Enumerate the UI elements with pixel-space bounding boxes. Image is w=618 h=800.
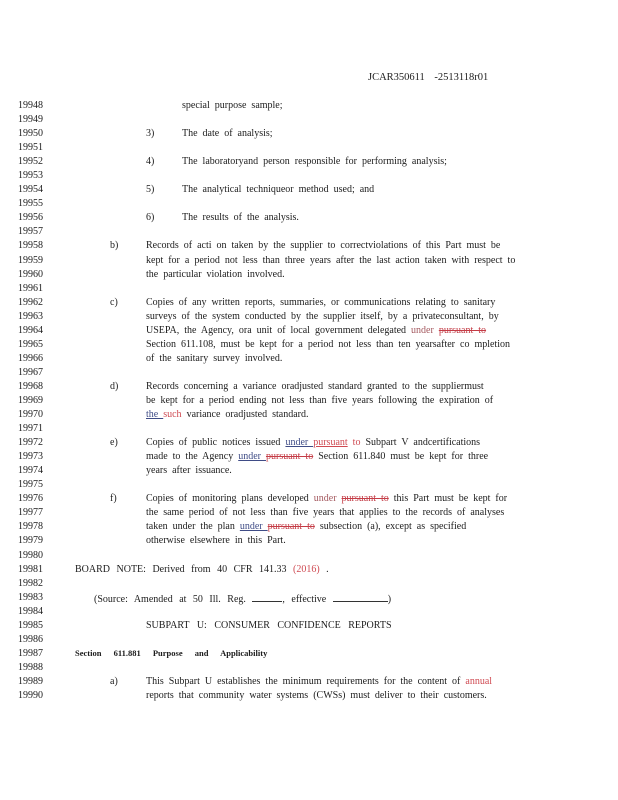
line-number: 19968 xyxy=(18,380,43,392)
inserted-text: the xyxy=(146,409,164,421)
line-number: 19969 xyxy=(18,394,43,406)
line-number: 19976 xyxy=(18,493,43,505)
document-line xyxy=(0,535,618,549)
line-text xyxy=(146,690,487,701)
line-number: 19948 xyxy=(18,100,43,111)
deleted-text: pursuant to xyxy=(267,521,315,533)
document-body xyxy=(0,100,618,704)
line-text xyxy=(146,465,232,476)
inserted-text: under xyxy=(239,521,268,533)
document-line xyxy=(0,325,618,339)
list-label: 5) xyxy=(146,184,155,196)
document-line xyxy=(0,100,618,114)
document-line xyxy=(0,226,618,240)
document-line xyxy=(0,240,618,254)
line-number: 19977 xyxy=(18,507,43,519)
line-number: 19978 xyxy=(18,521,43,533)
text-run: Records of acti on taken by the supplier to correctviolations of this Part must be xyxy=(146,240,501,252)
line-number: 19974 xyxy=(18,465,43,477)
line-number: 19983 xyxy=(18,591,43,603)
line-number: 19955 xyxy=(18,198,43,210)
text-run: surveys of the system conducted by the supplier itself, by a privateconsultant, by xyxy=(146,310,499,322)
text-run: Copies of any written reports, summaries, or communications relating to sanitary xyxy=(146,296,496,308)
document-line xyxy=(0,156,618,170)
line-number: 19990 xyxy=(18,689,43,701)
line-number: 19963 xyxy=(18,310,43,322)
document-line xyxy=(0,339,618,353)
document-line xyxy=(0,550,618,564)
line-text xyxy=(182,100,283,111)
text-run: The laboratoryand person responsible for performing analysis; xyxy=(182,156,447,168)
text-run: variance oradjusted standard. xyxy=(181,409,309,421)
line-text xyxy=(146,325,486,336)
line-text xyxy=(146,409,308,420)
line-number: 19958 xyxy=(18,240,43,252)
line-text xyxy=(146,269,285,280)
line-number: 19967 xyxy=(18,366,43,378)
line-text xyxy=(146,507,504,518)
text-run: subsection (a), except as specified xyxy=(314,521,467,533)
document-line xyxy=(0,437,618,451)
line-number: 19973 xyxy=(18,451,43,463)
line-text xyxy=(182,128,273,139)
document-line xyxy=(0,395,618,409)
deleted-text: pursuant to xyxy=(265,451,314,463)
revision-text: under xyxy=(313,493,342,505)
line-number: 19951 xyxy=(18,142,43,154)
line-number: 19980 xyxy=(18,549,43,561)
revision-text: pursuant xyxy=(313,437,348,449)
text-run: taken under the plan xyxy=(146,521,240,533)
text-run: this Part must be kept for xyxy=(388,493,508,505)
document-line xyxy=(0,634,618,648)
inserted-text: under xyxy=(285,437,314,449)
line-number: 19954 xyxy=(18,184,43,196)
line-number: 19970 xyxy=(18,409,43,421)
blank-underline xyxy=(252,592,282,602)
document-line xyxy=(0,311,618,325)
line-number: 19988 xyxy=(18,661,43,673)
text-run: Section 611.840 must be kept for three xyxy=(313,451,489,463)
text-run: the particular violation involved. xyxy=(146,268,285,280)
line-text xyxy=(146,451,488,462)
list-label: f) xyxy=(110,493,117,505)
line-number: 19953 xyxy=(18,170,43,182)
line-text xyxy=(146,493,507,504)
text-run: The results of the analysis. xyxy=(182,212,299,224)
document-line xyxy=(0,479,618,493)
line-number: 19971 xyxy=(18,423,43,435)
document-line xyxy=(0,662,618,676)
document-line xyxy=(0,648,618,662)
document-line xyxy=(0,465,618,479)
line-number: 19964 xyxy=(18,324,43,336)
document-line xyxy=(0,521,618,535)
text-run: ) xyxy=(387,593,392,605)
text-run: Section 611.108, must be kept for a period not less than ten yearsafter co mpletion xyxy=(146,338,510,350)
document-line xyxy=(0,297,618,311)
text-run: The analytical techniqueor method used; and xyxy=(182,184,375,196)
text-run: special purpose sample; xyxy=(182,100,283,111)
list-label: 4) xyxy=(146,156,155,168)
document-line xyxy=(0,578,618,592)
document-line xyxy=(0,212,618,226)
document-line xyxy=(0,367,618,381)
text-run: . xyxy=(319,563,329,575)
revision-text: to xyxy=(347,437,366,449)
list-label: a) xyxy=(110,675,118,687)
document-line xyxy=(0,170,618,184)
line-text xyxy=(146,437,480,448)
document-line xyxy=(0,620,618,634)
line-number: 19981 xyxy=(18,563,43,575)
list-label: 3) xyxy=(146,128,155,140)
document-line xyxy=(0,269,618,283)
text-run: kept for a period not less than three years after the last action taken with respect to xyxy=(146,254,516,266)
deleted-text: pursuant to xyxy=(438,324,487,336)
revision-text: under xyxy=(411,324,439,336)
inserted-text: under xyxy=(238,451,266,463)
line-number: 19989 xyxy=(18,675,43,687)
document-line xyxy=(0,606,618,620)
line-text xyxy=(94,592,391,605)
line-number: 19987 xyxy=(18,647,43,659)
line-number: 19972 xyxy=(18,437,43,449)
document-line xyxy=(0,381,618,395)
line-number: 19956 xyxy=(18,212,43,224)
text-run: the same period of not less than five years that applies to the records of analyses xyxy=(146,507,505,519)
line-number: 19986 xyxy=(18,633,43,645)
text-run: of the sanitary survey involved. xyxy=(146,352,283,364)
list-label: 6) xyxy=(146,212,155,224)
list-label: e) xyxy=(110,437,118,449)
text-run: The date of analysis; xyxy=(182,128,273,140)
line-number: 19984 xyxy=(18,605,43,617)
line-text xyxy=(182,184,374,195)
line-number: 19975 xyxy=(18,479,43,491)
list-label: c) xyxy=(110,296,118,308)
document-line xyxy=(0,451,618,465)
document-line xyxy=(0,507,618,521)
document-line xyxy=(0,198,618,212)
line-number: 19965 xyxy=(18,338,43,350)
document-line xyxy=(0,592,618,606)
line-number: 19952 xyxy=(18,156,43,168)
line-number: 19959 xyxy=(18,254,43,266)
document-line xyxy=(0,142,618,156)
line-number: 19949 xyxy=(18,114,43,126)
line-number: 19962 xyxy=(18,296,43,308)
line-text xyxy=(75,648,267,658)
line-text xyxy=(146,676,492,687)
document-line xyxy=(0,353,618,367)
line-text xyxy=(146,297,495,308)
document-line xyxy=(0,409,618,423)
text-run: This Subpart U establishes the minimum requirements for the content of xyxy=(146,675,466,687)
text-run: reports that community water systems (CWSs) must deliver to their customers. xyxy=(146,689,487,701)
revision-text: such xyxy=(163,409,182,421)
line-number: 19960 xyxy=(18,268,43,280)
line-text xyxy=(146,620,392,631)
document-line xyxy=(0,493,618,507)
document-header-id: JCAR350611 -2513118r01 xyxy=(368,72,489,83)
revision-text: annual xyxy=(465,675,493,687)
text-run: , effective xyxy=(282,593,333,605)
document-line xyxy=(0,676,618,690)
line-text xyxy=(146,311,499,322)
line-text xyxy=(146,353,282,364)
line-number: 19957 xyxy=(18,226,43,238)
document-line xyxy=(0,128,618,142)
text-run: (Source: Amended at 50 Ill. Reg. xyxy=(94,593,253,605)
text-run: years after issuance. xyxy=(146,465,232,477)
line-text xyxy=(146,255,515,266)
blank-underline xyxy=(333,592,388,602)
line-text xyxy=(146,240,500,251)
text-run: Records concerning a variance oradjusted standard granted to the suppliermust xyxy=(146,380,484,392)
line-text xyxy=(146,339,510,350)
line-number: 19950 xyxy=(18,128,43,140)
document-line xyxy=(0,283,618,297)
text-run: Copies of monitoring plans developed xyxy=(146,493,314,505)
line-number: 19966 xyxy=(18,352,43,364)
line-number: 19961 xyxy=(18,282,43,294)
line-text xyxy=(182,156,447,167)
document-line xyxy=(0,564,618,578)
line-text xyxy=(146,381,484,392)
line-text xyxy=(75,564,329,575)
line-number: 19979 xyxy=(18,535,43,547)
list-label: b) xyxy=(110,240,119,252)
deleted-text: pursuant to xyxy=(341,493,389,505)
document-line xyxy=(0,690,618,704)
document-line xyxy=(0,114,618,128)
line-text xyxy=(182,212,299,223)
document-line xyxy=(0,423,618,437)
line-number: 19982 xyxy=(18,577,43,589)
text-run: USEPA, the Agency, ora unit of local government delegated xyxy=(146,324,412,336)
text-run: made to the Agency xyxy=(146,451,239,463)
text-run: Section 611.881 Purpose and Applicability xyxy=(75,647,268,658)
text-run: Copies of public notices issued xyxy=(146,437,286,449)
text-run: otherwise elsewhere in this Part. xyxy=(146,535,286,547)
text-run: Subpart V andcertifications xyxy=(365,437,481,449)
line-number: 19985 xyxy=(18,619,43,631)
line-text xyxy=(146,535,286,546)
text-run: be kept for a period ending not less than five years following the expiration of xyxy=(146,394,494,406)
text-run: BOARD NOTE: Derived from 40 CFR 141.33 xyxy=(75,563,293,575)
revision-text: (2016) xyxy=(293,563,320,575)
document-line xyxy=(0,255,618,269)
list-label: d) xyxy=(110,380,119,392)
document-line xyxy=(0,184,618,198)
line-text xyxy=(146,395,493,406)
line-text xyxy=(146,521,466,532)
text-run: SUBPART U: CONSUMER CONFIDENCE REPORTS xyxy=(146,619,392,631)
